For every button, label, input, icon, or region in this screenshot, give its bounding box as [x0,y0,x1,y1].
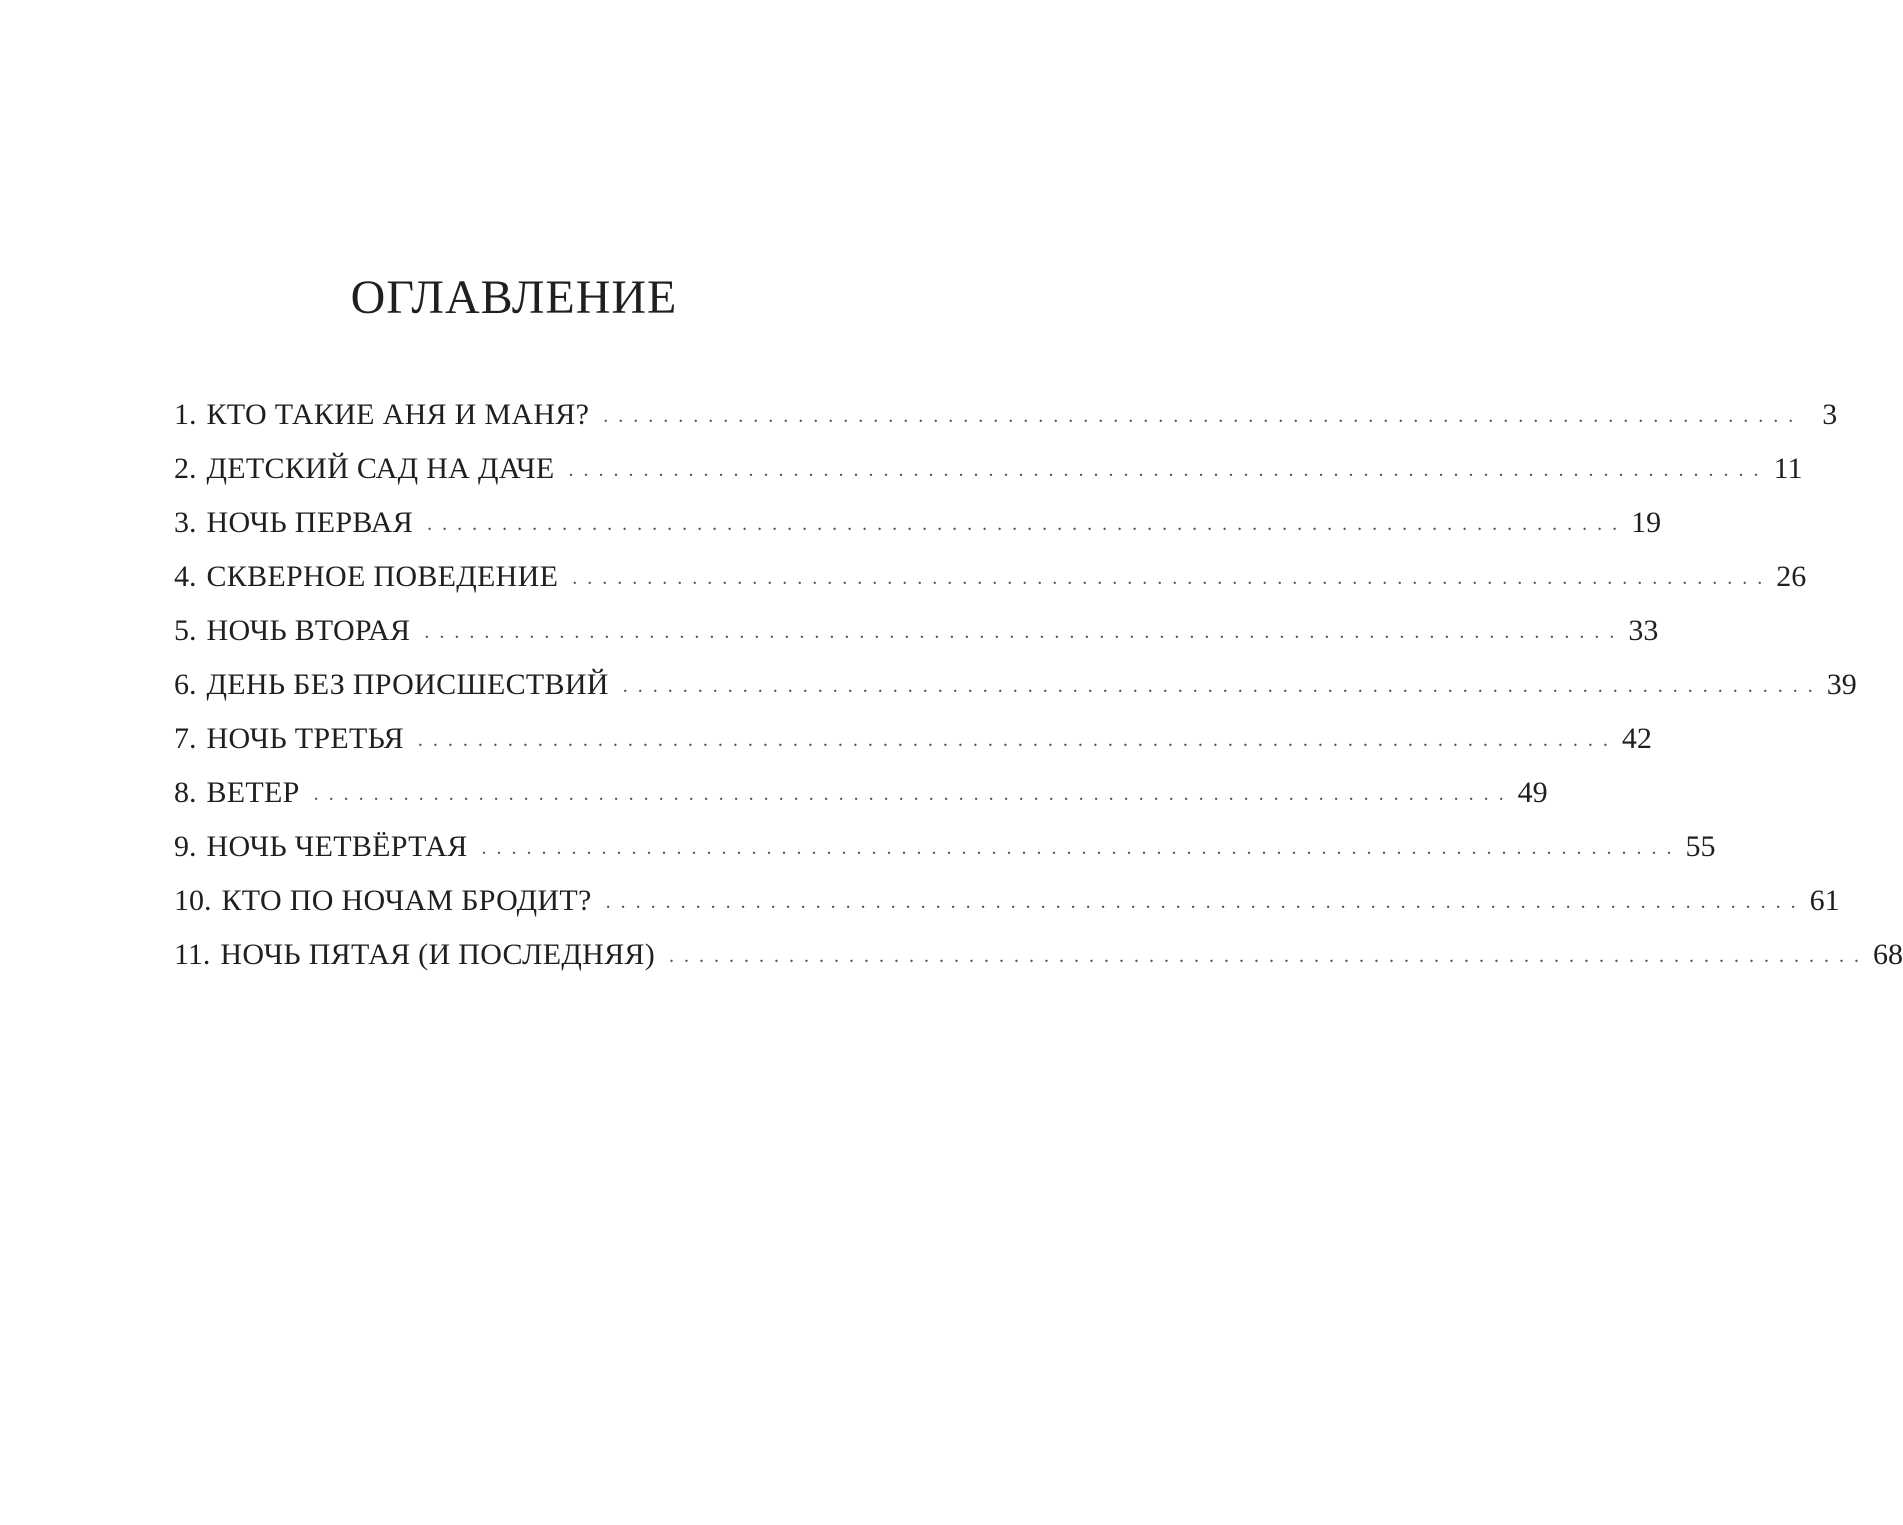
dot-leader: ................................................................................ [605,891,1806,913]
dot-leader: ................................................................................ [669,945,1870,967]
toc-entry-number: 10. [174,884,212,917]
toc-entry [174,550,1807,604]
dot-leader: ................................................................................ [313,783,1514,805]
dot-leader: ................................................................................ [417,729,1618,751]
toc-entry-title: ДЕТСКИЙ САД НА ДАЧЕ [206,452,555,485]
dot-leader: ................................................................................ [603,405,1804,427]
toc-entry-number: 6. [174,668,197,701]
toc-entry-page: 55 [1685,830,1716,863]
toc-entry-page: 61 [1809,884,1840,917]
toc-entry-page: 68 [1873,938,1903,971]
toc-entry [174,820,1716,874]
toc-entry [174,712,1652,766]
toc-entry-title: НОЧЬ ВТОРАЯ [206,614,411,647]
toc-entry-page: 33 [1628,614,1659,647]
toc-entry-page: 19 [1631,506,1662,539]
toc-entry-page: 11 [1773,452,1803,485]
dot-leader: ................................................................................ [481,837,1682,859]
toc-entry-page: 39 [1826,668,1857,701]
dot-leader: ................................................................................ [424,621,1625,643]
dot-leader: ................................................................................ [427,513,1628,535]
toc-entry [174,928,1903,982]
toc-entry-title: СКВЕРНОЕ ПОВЕДЕНИЕ [206,560,559,593]
toc-entry [174,442,1803,496]
table-of-contents [174,388,1903,982]
toc-entry [174,874,1840,928]
toc-entry [174,496,1662,550]
dot-leader: ................................................................................ [572,567,1773,589]
toc-entry-title: КТО ТАКИЕ АНЯ И МАНЯ? [206,398,590,431]
toc-entry [174,388,1838,442]
toc-entry-title: ДЕНЬ БЕЗ ПРОИСШЕСТВИЙ [206,668,609,701]
toc-entry-number: 2. [174,452,197,485]
toc-entry-number: 8. [174,776,197,809]
toc-entry-title: НОЧЬ ЧЕТВЁРТАЯ [206,830,468,863]
toc-entry-page: 49 [1517,776,1548,809]
toc-entry [174,766,1548,820]
dot-leader: ................................................................................ [622,675,1823,697]
toc-entry-number: 9. [174,830,197,863]
toc-entry-page: 42 [1621,722,1652,755]
toc-entry-number: 1. [174,398,197,431]
toc-entry-number: 11. [174,938,211,971]
toc-entry-title: НОЧЬ ПЯТАЯ (И ПОСЛЕДНЯЯ) [220,938,656,971]
toc-entry-title: ВЕТЕР [206,776,300,809]
toc-entry-title: НОЧЬ ПЕРВАЯ [206,506,414,539]
toc-entry [174,658,1857,712]
toc-entry-title: КТО ПО НОЧАМ БРОДИТ? [221,884,592,917]
toc-entry-page: 3 [1822,398,1838,431]
toc-entry-number: 3. [174,506,197,539]
toc-entry-number: 7. [174,722,197,755]
toc-entry-number: 4. [174,560,197,593]
page-title: ОГЛАВЛЕНИЕ [350,271,678,324]
toc-entry-title: НОЧЬ ТРЕТЬЯ [206,722,404,755]
toc-entry-page: 26 [1776,560,1807,593]
dot-leader: ................................................................................ [568,459,1769,481]
toc-entry [174,604,1659,658]
toc-entry-number: 5. [174,614,197,647]
